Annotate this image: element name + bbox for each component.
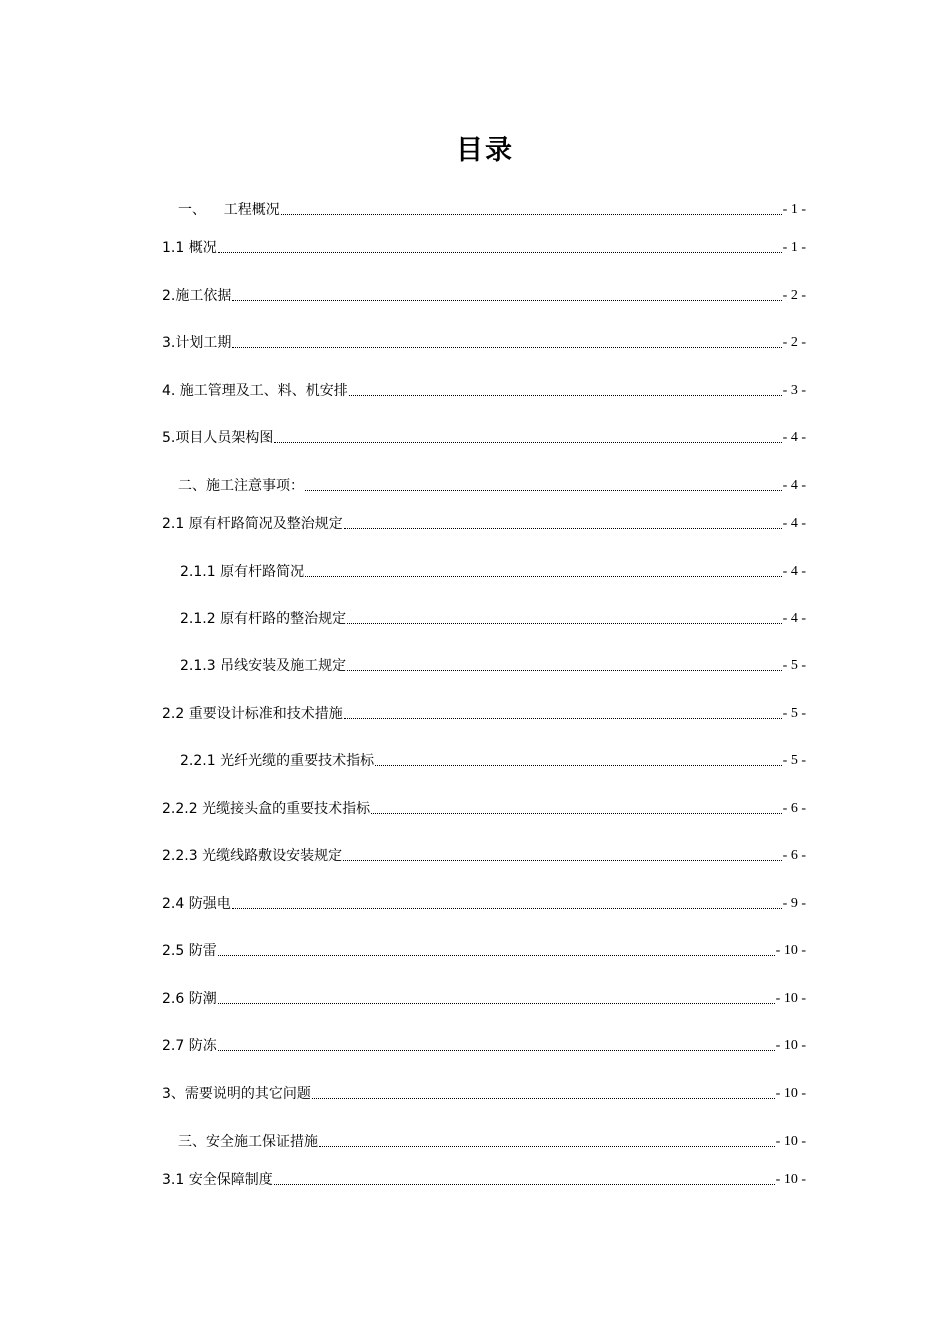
toc-dot-leader bbox=[349, 395, 782, 396]
toc-dot-leader bbox=[319, 1146, 775, 1147]
toc-entry-text: 4. 施工管理及工、料、机安排 bbox=[162, 383, 348, 399]
toc-dot-leader bbox=[305, 490, 782, 491]
toc-entry-text: 2.施工依据 bbox=[162, 288, 232, 304]
toc-entry[interactable] bbox=[162, 938, 806, 960]
toc-entry[interactable] bbox=[162, 511, 806, 533]
toc-entry-text: 三、安全施工保证措施 bbox=[178, 1134, 318, 1150]
toc-page-number: - 5 - bbox=[782, 658, 806, 673]
toc-page-number: - 10 - bbox=[775, 1134, 806, 1149]
toc-entry-text: 2.2.3 光缆线路敷设安装规定 bbox=[162, 848, 343, 864]
toc-entry[interactable] bbox=[162, 986, 806, 1008]
toc-entry-text: 3.1 安全保障制度 bbox=[162, 1172, 273, 1188]
toc-page-number: - 4 - bbox=[782, 564, 806, 579]
toc-entry[interactable] bbox=[162, 701, 806, 723]
toc-page-number: - 4 - bbox=[782, 430, 806, 445]
toc-page-number: - 4 - bbox=[782, 478, 806, 493]
toc-entry-text: 2.1.3 吊线安装及施工规定 bbox=[180, 658, 347, 674]
toc-entry[interactable] bbox=[162, 425, 806, 447]
toc-entry[interactable] bbox=[162, 1081, 806, 1103]
toc-page-number: - 10 - bbox=[775, 943, 806, 958]
toc-dot-leader bbox=[218, 252, 782, 253]
toc-entry[interactable] bbox=[162, 1167, 806, 1189]
toc-entry-text: 2.5 防雷 bbox=[162, 943, 217, 959]
toc-page-number: - 3 - bbox=[782, 383, 806, 398]
toc-entry-text: 3.计划工期 bbox=[162, 335, 232, 351]
toc-entry[interactable] bbox=[162, 283, 806, 305]
toc-entry-text: 2.7 防冻 bbox=[162, 1038, 217, 1054]
toc-entry-text: 2.6 防潮 bbox=[162, 991, 217, 1007]
toc-dot-leader bbox=[343, 860, 782, 861]
toc-dot-leader bbox=[274, 1184, 775, 1185]
toc-page-number: - 2 - bbox=[782, 335, 806, 350]
toc-entry-text: 2.1.1 原有杆路简况 bbox=[180, 564, 305, 580]
toc-entry[interactable] bbox=[180, 606, 806, 628]
toc-dot-leader bbox=[312, 1098, 775, 1099]
toc-entry-text: 2.2.1 光纤光缆的重要技术指标 bbox=[180, 753, 375, 769]
toc-entry-text: 1.1 概况 bbox=[162, 240, 217, 256]
toc-page-number: - 2 - bbox=[782, 288, 806, 303]
toc-entry[interactable] bbox=[178, 1129, 806, 1151]
toc-dot-leader bbox=[305, 576, 782, 577]
toc-entry-text: 2.4 防强电 bbox=[162, 896, 231, 912]
toc-dot-leader bbox=[218, 1003, 775, 1004]
toc-dot-leader bbox=[281, 214, 782, 215]
toc-entry[interactable] bbox=[180, 559, 806, 581]
toc-entry[interactable] bbox=[178, 197, 806, 219]
toc-entry-text: 一、 工程概况 bbox=[178, 202, 280, 218]
toc-dot-leader bbox=[347, 623, 782, 624]
toc-entry[interactable] bbox=[162, 330, 806, 352]
toc-entry-text: 2.1 原有杆路简况及整治规定 bbox=[162, 516, 343, 532]
toc-entry-text: 2.1.2 原有杆路的整治规定 bbox=[180, 611, 347, 627]
toc-dot-leader bbox=[232, 908, 782, 909]
toc-entry-text: 2.2 重要设计标准和技术措施 bbox=[162, 706, 343, 722]
toc-page-number: - 5 - bbox=[782, 753, 806, 768]
toc-dot-leader bbox=[344, 528, 782, 529]
toc-page-number: - 1 - bbox=[782, 240, 806, 255]
toc-dot-leader bbox=[218, 1050, 775, 1051]
toc-entry[interactable] bbox=[162, 235, 806, 257]
toc-page-number: - 10 - bbox=[775, 1086, 806, 1101]
toc-entry[interactable] bbox=[178, 473, 806, 495]
toc-page-number: - 6 - bbox=[782, 848, 806, 863]
toc-entry[interactable] bbox=[162, 843, 806, 865]
toc-page-number: - 1 - bbox=[782, 202, 806, 217]
toc-entry[interactable] bbox=[162, 378, 806, 400]
toc-dot-leader bbox=[232, 300, 781, 301]
toc-page-number: - 10 - bbox=[775, 1172, 806, 1187]
toc-dot-leader bbox=[344, 718, 782, 719]
toc-entry-text: 二、施工注意事项： bbox=[178, 478, 304, 494]
toc-entry-text: 2.2.2 光缆接头盒的重要技术指标 bbox=[162, 801, 371, 817]
toc-page-number: - 10 - bbox=[775, 1038, 806, 1053]
toc-entry-text: 3、需要说明的其它问题 bbox=[162, 1086, 311, 1102]
toc-entry[interactable] bbox=[162, 891, 806, 913]
toc-entry[interactable] bbox=[180, 748, 806, 770]
toc-page-number: - 5 - bbox=[782, 706, 806, 721]
toc-page-number: - 6 - bbox=[782, 801, 806, 816]
toc-entry-text: 5.项目人员架构图 bbox=[162, 430, 274, 446]
toc-page-number: - 9 - bbox=[782, 896, 806, 911]
toc-dot-leader bbox=[371, 813, 782, 814]
toc-entry[interactable] bbox=[162, 796, 806, 818]
toc-page-number: - 4 - bbox=[782, 611, 806, 626]
toc-entry[interactable] bbox=[162, 1033, 806, 1055]
toc-title: 目录 bbox=[456, 135, 514, 166]
toc-dot-leader bbox=[218, 955, 775, 956]
toc-dot-leader bbox=[232, 347, 781, 348]
toc-dot-leader bbox=[375, 765, 782, 766]
toc-dot-leader bbox=[274, 442, 781, 443]
toc-page-number: - 10 - bbox=[775, 991, 806, 1006]
toc-dot-leader bbox=[347, 670, 782, 671]
toc-page-number: - 4 - bbox=[782, 516, 806, 531]
toc-entry[interactable] bbox=[180, 653, 806, 675]
